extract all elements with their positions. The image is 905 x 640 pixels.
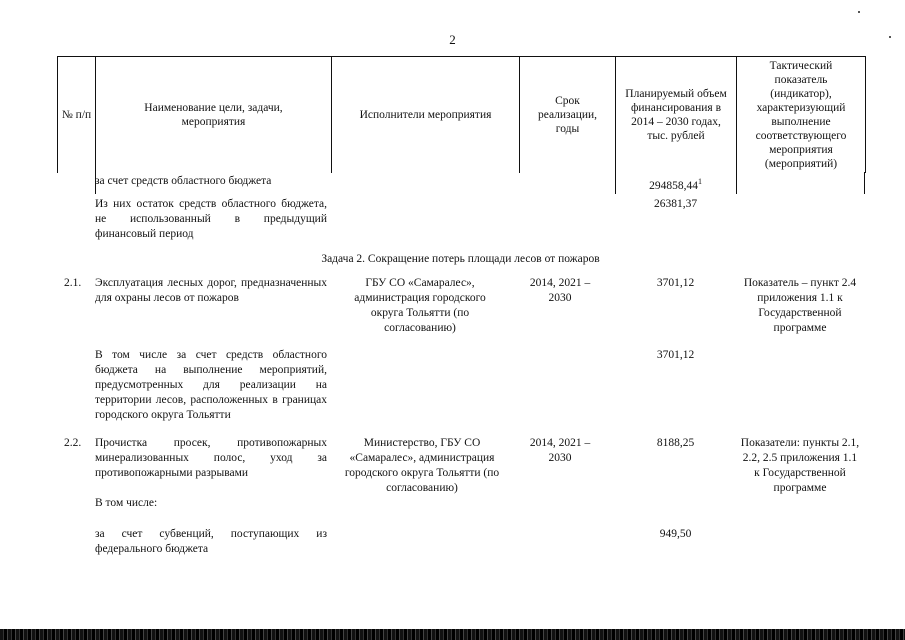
scan-speck — [889, 36, 891, 38]
row-2-1-name: Эксплуатация лесных дорог, предназначенных для охраны лесов от пожаров — [95, 277, 327, 304]
row-2-2-term: 2014, 2021 – 2030 — [529, 437, 591, 464]
header-col-financing: Планируемый объем финансирования в 2014 – 2030 годах, тыс. рублей — [616, 57, 737, 173]
table-border — [864, 172, 865, 194]
regional-budget-value: 294858,44$^1$ — [649, 177, 702, 192]
page-number: 2 — [449, 32, 456, 47]
row-2-2-financing: 8188,25 — [656, 437, 695, 449]
row-2-1-executors: ГБУ СО «Самаралес», администрация городского округа Тольятти (по согласованию) — [354, 277, 486, 334]
row-number-2-2: 2.2. — [64, 437, 82, 449]
row-number-2-1: 2.1. — [64, 277, 82, 289]
row-2-1-sub-financing: 3701,12 — [656, 349, 695, 361]
row-2-1-term: 2014, 2021 – 2030 — [529, 277, 591, 304]
scan-speck — [858, 11, 860, 13]
row-2-2-indicator: Показатели: пункты 2.1, 2.2, 2.5 приложения 1.1 к Государственной программе — [740, 437, 860, 494]
federal-label: за счет субвенций, поступающих из федерального бюджета — [95, 528, 327, 555]
header-col-number: № п/п — [58, 57, 96, 173]
remainder-value: 26381,37 — [653, 198, 698, 210]
regional-budget-label: за счет средств областного бюджета — [95, 175, 272, 187]
task-heading: Задача 2. Сокращение потерь площади лесов от пожаров — [321, 253, 600, 265]
header-col-term: Срок реализации, годы — [520, 57, 616, 173]
row-2-1-financing: 3701,12 — [656, 277, 695, 289]
table-header — [57, 56, 866, 173]
table-border — [736, 172, 737, 194]
row-2-2-executors: Министерство, ГБУ СО «Самаралес», администрация городского округа Тольятти (по согласованию) — [344, 437, 500, 494]
row-2-1-indicator: Показатель – пункт 2.4 приложения 1.1 к Государственной программе — [743, 277, 857, 334]
federal-value: 949,50 — [659, 528, 692, 540]
remainder-label: Из них остаток средств областного бюджета, не использованный в предыдущий финансовый период — [95, 198, 327, 240]
scan-border — [0, 629, 905, 640]
header-col-executors: Исполнители мероприятия — [332, 57, 520, 173]
including-label: В том числе: — [95, 497, 158, 509]
header-col-name: Наименование цели, задачи, мероприятия — [96, 57, 332, 173]
row-2-2-name: Прочистка просек, противопожарных минерализованных полос, уход за противопожарными разрывами — [95, 437, 327, 479]
header-col-indicator: Тактический показатель (индикатор), характеризующий выполнение соответствующего мероприятия (мероприятий) — [755, 60, 847, 170]
row-2-1-sub-name: В том числе за счет средств областного бюджета на выполнение мероприятий, предусмотренных для реализации на территории лесов, расположенных в границах городского округа Тольятти — [95, 349, 327, 421]
